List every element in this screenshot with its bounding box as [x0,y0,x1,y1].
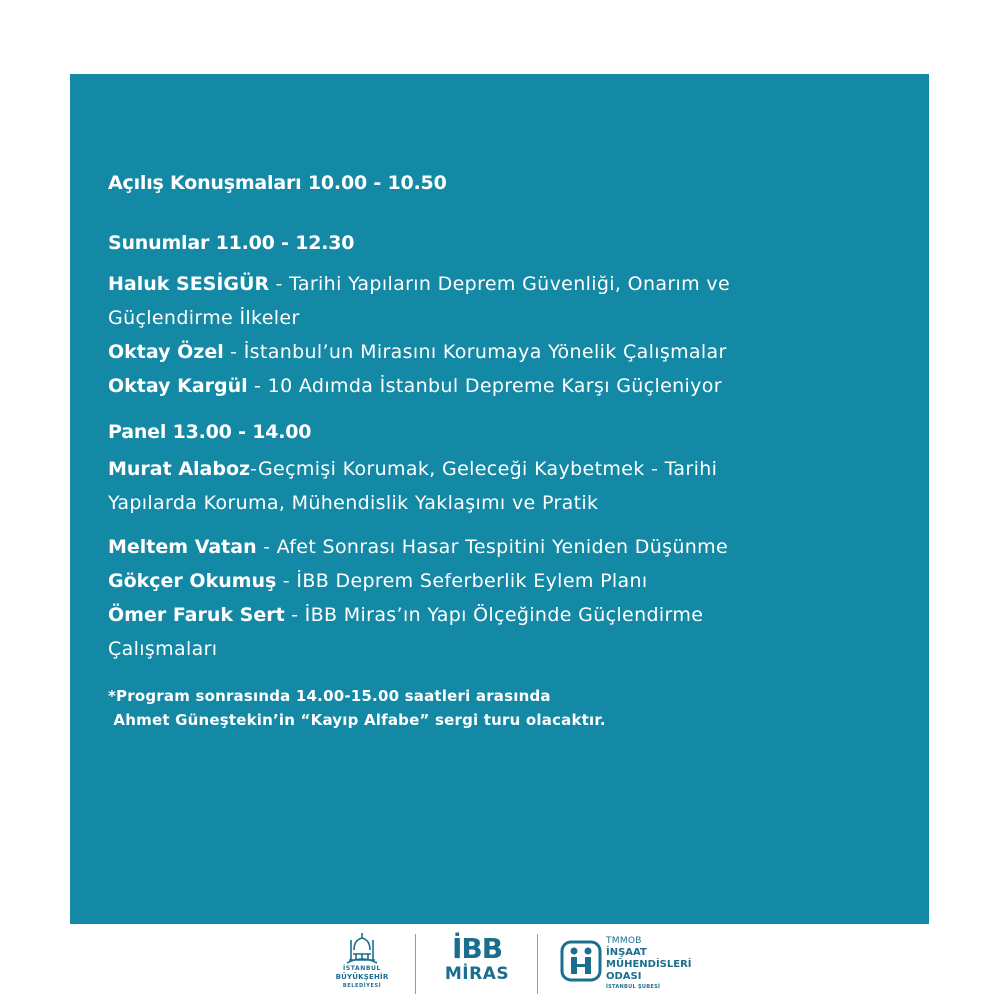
program-line [108,452,908,486]
ibb-logo-text-2: BÜYÜKŞEHİR [335,973,389,981]
talk-title: Yapılarda Koruma, Mühendislik Yaklaşımı ve Pratik [108,492,599,514]
opening-heading: Açılış Konuşmaları 10.00 - 10.50 [108,172,447,194]
imo-text-3: MÜHENDİSLERİ [606,959,692,970]
talk-title: Çalışmaları [108,638,218,660]
program-line [108,301,908,335]
spacer [108,666,908,684]
speaker-name: Haluk SESİGÜR [108,273,270,295]
footer-divider [415,934,416,994]
program-content [108,172,908,732]
program-line [108,564,908,598]
imo-text-2: İNŞAAT [606,947,647,958]
program-line [108,598,908,632]
ibb-logo [335,932,389,998]
speaker-name: Ömer Faruk Sert [108,604,285,626]
program-line [108,267,908,301]
note-line-2: Ahmet Güneştekin’in “Kayıp Alfabe” sergi turu olacaktır. [108,711,606,729]
program-line [108,335,908,369]
imo-text-4: ODASI [606,971,642,982]
program-line [108,530,908,564]
panel-list [108,452,908,666]
imo-logo [560,934,692,996]
speaker-name: Murat Alaboz [108,458,251,480]
panel-heading: Panel 13.00 - 14.00 [108,421,312,443]
speaker-name: Meltem Vatan [108,536,257,558]
ibb-miras-logo [440,934,514,994]
speaker-name: Oktay Özel [108,341,224,363]
talk-title: - 10 Adımda İstanbul Depreme Karşı Güçleniyor [247,375,722,397]
imo-emblem-icon [560,940,602,982]
talk-title: -Geçmişi Korumak, Geleceği Kaybetmek - Tarihi [250,458,718,480]
imo-logo-text [606,936,692,991]
spacer [108,520,908,530]
miras-logo-bottom: MİRAS [444,964,510,984]
spacer [108,403,908,421]
speaker-name: Gökçer Okumuş [108,570,277,592]
talk-title: - İstanbul’un Mirasını Korumaya Yönelik Çalışmalar [223,341,727,363]
program-panel [70,74,929,924]
talk-title: Güçlendirme İlkeler [108,307,300,329]
presentations-list [108,267,908,403]
talk-title: - Tarihi Yapıların Deprem Güvenliği, Onarım ve [269,273,731,295]
program-line [108,486,908,520]
ibb-logo-text-1: İSTANBUL [343,965,381,972]
program-line [108,369,908,403]
program-line [108,632,908,666]
imo-text-1: TMMOB [606,936,642,946]
talk-title: - İBB Deprem Seferberlik Eylem Planı [276,570,648,592]
talk-title: - İBB Miras’ın Yapı Ölçeğinde Güçlendirme [284,604,704,626]
footer-logos [0,930,1000,1000]
imo-text-5: İSTANBUL ŞUBESİ [606,984,661,990]
ibb-logo-text-3: BELEDİYESİ [342,983,382,989]
footer-divider [537,934,538,994]
speaker-name: Oktay Kargül [108,375,248,397]
presentations-heading: Sunumlar 11.00 - 12.30 [108,232,355,254]
talk-title: - Afet Sonrası Hasar Tespitini Yeniden Düşünme [256,536,729,558]
program-note [108,684,908,732]
miras-logo-top: İBB [451,932,503,965]
mosque-emblem-icon [335,932,389,964]
note-line-1: *Program sonrasında 14.00-15.00 saatleri arasında [108,687,551,705]
